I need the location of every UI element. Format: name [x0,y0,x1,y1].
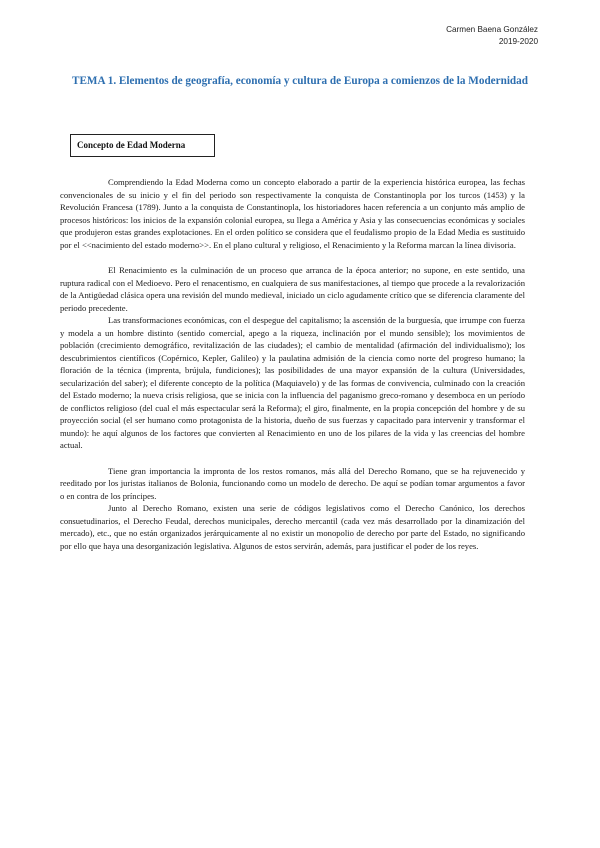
document-title: TEMA 1. Elementos de geografía, economía y cultura de Europa a comienzos de la Modernidad [72,75,528,87]
document-body [60,176,525,552]
paragraph-1: Comprendiendo la Edad Moderna como un concepto elaborado a partir de la experiencia histórica europea, las fechas convencionales de su inicio y el fin del periodo son respectivamente la conquista de Constantinopla por los turcos (1453) y la Revolución Francesa (1789). Junto a la conquista de Constantinopla, los historiadores hacen referencia a un conjunto más amplio de procesos históricos: los inicios de la expansión colonial europea, su llega a América y Asia y las consecuencias económicas y sociales que produjeron estas grandes explotaciones. En el orden político se considera que el feudalismo propio de la Edad Media es sustituido por el <<nacimiento del estado moderno>>. En el plano cultural y religioso, el Renacimiento y la Reforma marcan la línea divisoria. [60,177,525,250]
section-heading-box: Concepto de Edad Moderna [70,134,215,157]
page-header [446,24,538,48]
paragraph-3: Las transformaciones económicas, con el despegue del capitalismo; la ascensión de la burguesía, que irrumpe con fuerza y modela a un hombre distinto (sentido comercial, apego a la riqueza, inclinación por el mundo sensible); los movimientos de población (crecimiento demográfico, revitalización de las ciudades); el cambio de mentalidad (afirmación del individualismo); los descubrimientos científicos (Copérnico, Kepler, Galileo) y la paulatina admisión de la ciencia como norte del progreso humano; la floración de la técnica (imprenta, brújula, fundiciones); las posibilidades de una mayor expansión de la cultura (Universidades, secularización del saber); el diferente concepto de la política (Maquiavelo) y de las formas de convivencia, culminado con la creación del Estado moderno; la nueva crisis religiosa, que se inicia con la influencia del paganismo greco-romano y desemboca en un período de conflictos religioso (del cual el más espectacular será la Reforma); el giro, finalmente, en la propia concepción del hombre y de su proyección social (el ser humano como protagonista de la historia, dueño de sus fuerzas y capacitado para intervenir y transformar el mundo): he aquí algunos de los factores que convierten al Renacimiento en uno de los pilares de la vida y las creencias del hombre actual. [60,315,525,450]
paragraph-5: Junto al Derecho Romano, existen una serie de códigos legislativos como el Derecho Canónico, los derechos consuetudinarios, el Derecho Feudal, derechos municipales, derecho mercantil (cada vez más desarrollado por la dinamización del mercado), etc., que no están organizados jerárquicamente al no existir un monopolio de derecho por parte del Estado, no significando por ello que haya una desorganización legislativa. Algunos de estos servirán, además, para justificar el poder de los reyes. [60,503,525,551]
author-name: Carmen Baena González [446,25,538,34]
paragraph-2: El Renacimiento es la culminación de un proceso que arranca de la época anterior; no supone, en este sentido, una ruptura radical con el Medioevo. Pero el renacentismo, en cualquiera de sus manifestaciones, al tiempo que procede a la revalorización de la Antigüedad clásica opera una revisión del mundo medieval, iniciado un ciclo agudamente crítico que se diferencia claramente del periodo precedente. [60,265,525,313]
paragraph-4: Tiene gran importancia la impronta de los restos romanos, más allá del Derecho Romano, que se ha rejuvenecido y reeditado por los juristas italianos de Bolonia, funcionando como un modelo de derecho. De aquí se podían tomar argumentos a favor o en contra de los príncipes. [60,465,525,501]
academic-year: 2019-2020 [498,37,538,46]
